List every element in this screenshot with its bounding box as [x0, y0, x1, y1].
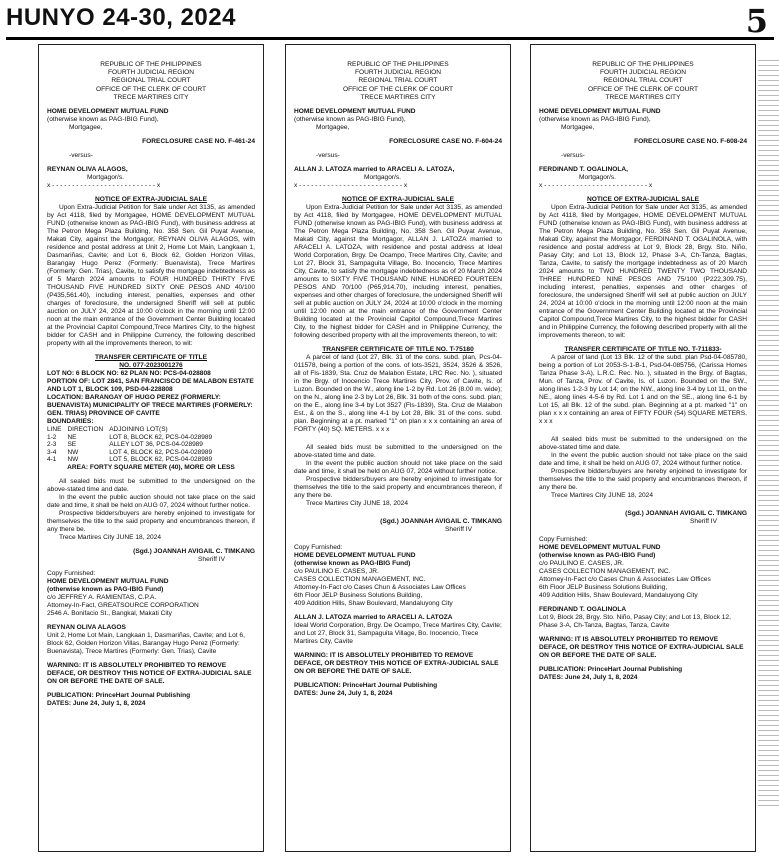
mortgagor-role: Mortgagor/s.: [364, 174, 402, 182]
edge-line: [758, 700, 779, 701]
cf-line: HOME DEVELOPMENT MUTUAL FUND: [539, 544, 661, 552]
table-row: [47, 449, 218, 457]
edge-line: [758, 330, 779, 331]
court-line: TRECE MARTIRES CITY: [605, 93, 681, 101]
edge-line: [758, 470, 779, 471]
edge-line: [758, 210, 779, 211]
court-line: FOURTH JUDICIAL REGION: [107, 69, 195, 77]
court-line: REPUBLIC OF THE PHILIPPINES: [347, 61, 449, 68]
edge-line: [758, 605, 779, 606]
edge-line: [758, 190, 779, 191]
versus: -versus-: [69, 152, 93, 160]
separator: x - - - - - - - - - - - - - - - - - - - - - - - - - - x: [539, 182, 653, 190]
edge-line: [758, 785, 779, 786]
edge-line: [758, 685, 779, 686]
edge-line: [758, 200, 779, 201]
mortgagee-aka: (otherwise known as PAG-IBIG Fund),: [47, 116, 159, 124]
area-line: AREA: FORTY SQUARE METER (40), MORE OR LESS: [67, 463, 235, 471]
edge-line: [758, 410, 779, 411]
table-row: [47, 441, 218, 449]
warning: WARNING: IT IS ABSOLUTELY PROHIBITED TO REMOVE DEFACE, OR DESTROY THIS NOTICE OF EXTRA-JUDICIAL SALE ON OR BEFORE THE DATE OF SALE.: [539, 636, 744, 660]
edge-line: [758, 280, 779, 281]
edge-line: [758, 305, 779, 306]
cf-line: c/o JEFFREY A. RAMIENTAS, C.P.A.: [47, 593, 157, 601]
edge-line: [758, 575, 779, 576]
page-number: 5: [745, 2, 768, 40]
edge-line: [758, 490, 779, 491]
edge-line: [758, 665, 779, 666]
column-header: ADJOINING LOT(S): [109, 426, 168, 434]
court-line: TRECE MARTIRES CITY: [360, 93, 436, 101]
edge-line: [758, 380, 779, 381]
cf-line: Attorney-In-Fact, GREATSOURCE CORPORATION: [47, 601, 199, 609]
cf-line: c/o PAULINO E. CASES, JR.: [539, 560, 624, 568]
edge-line: [758, 695, 779, 696]
publication: PUBLICATION: PrinceHart Journal Publishing: [47, 691, 191, 699]
edge-line: [758, 125, 779, 126]
prospective-bidders: Prospective bidders/buyers are hereby enjoined to investigate for themselves the title to the said property and encumbrances thereon, if any there be.: [294, 476, 502, 500]
case-number: FORECLOSURE CASE NO. F-608-24: [634, 138, 747, 146]
case-number: FORECLOSURE CASE NO. F-604-24: [389, 138, 502, 146]
court-header: [294, 61, 502, 102]
cf-line: HOME DEVELOPMENT MUTUAL FUND: [47, 577, 169, 585]
court-header: [539, 61, 747, 102]
tct-title: TRANSFER CERTIFICATE OF TITLE NO. T-711833-: [564, 346, 722, 354]
publication-dates: DATES: June 24, July 1, 8, 2024: [294, 690, 393, 698]
lot-line: LOT NO: 6 BLOCK NO: 62 PLAN NO: PCS-04-028808: [47, 370, 211, 378]
edge-line: [758, 405, 779, 406]
edge-line: [758, 315, 779, 316]
edge-line: [758, 120, 779, 121]
edge-line: [758, 720, 779, 721]
mortgagor-name: FERDINAND T. OGALINOLA,: [539, 166, 629, 174]
table-cell: NW: [67, 448, 79, 456]
cf-line: 409 Addition Hills, Shaw Boulevard, Mandaluyong City: [539, 592, 698, 600]
versus: -versus-: [561, 152, 585, 160]
court-line: OFFICE OF THE CLERK OF COURT: [95, 85, 207, 93]
adjacent-page-edge: [758, 60, 779, 860]
edge-line: [758, 85, 779, 86]
location-line: LOCATION: BARANGAY OF HUGO PEREZ (FORMERLY: BUENAVISTA) MUNICIPALITY OF TRECE MARTIRES (FORMERLY: GEN. TRIAS) PROVINCE OF CAVITE: [47, 394, 253, 418]
edge-line: [758, 285, 779, 286]
court-line: REPUBLIC OF THE PHILIPPINES: [592, 61, 694, 68]
masthead: [6, 2, 774, 40]
notice-body: Upon Extra-Judicial Petition for Sale under Act 3135, as amended by Act 4118, filed by Mortgagee, HOME DEVELOPMENT MUTUAL FUND (otherwise known as PAG-IBIG Fund), with business address at The Petron Mega Plaza Building, No. 358 Sen. Gil Puyat Avenue, Makati City, against the Mortgagor, FERDINAND T. OGALINOLA, with residence and postal address at Lot 9, Block 28, Brgy. Sto. Niño, Pasay City; and Lot 13, Block 12, Phase 3-A, Ch-Tanza, Bagtas, Tanza, Cavite, to satisfy the mortgage indebtedness as of 20 March 2024 amounts to TWO HUNDRED TWENTY TWO THOUSAND THREE HUNDRED NINE PESOS AND 75/100 (P222,309.75), including interest, penalties, expenses and other charges of foreclosure, the undersigned Sheriff will sell at public auction on JULY 24, 2024 at 10:00 o'clock in the morning until 12:00 noon at the main entrance of the Government Center Building located at the Provincial Capitol Compound,Trece Martires City, to the highest bidder for CASH and in Philippine Currency, the following described property with all the improvements thereon, to wit:: [539, 204, 747, 340]
edge-line: [758, 320, 779, 321]
separator: x - - - - - - - - - - - - - - - - - - - - - - - - - - x: [47, 182, 161, 190]
cf-line: CASES COLLECTION MANAGEMENT, INC.: [539, 568, 671, 576]
table-cell: LOT 5, BLOCK 62, PCS-04-028989: [109, 456, 213, 464]
table-cell: 4-1: [47, 456, 57, 464]
edge-line: [758, 520, 779, 521]
mortgagor-role: Mortgagor/s.: [87, 174, 125, 182]
edge-line: [758, 690, 779, 691]
edge-line: [758, 455, 779, 456]
edge-line: [758, 65, 779, 66]
tct-title: TRANSFER CERTIFICATE OF TITLE: [95, 354, 207, 362]
cf-line: 6th Floor JELP Business Solutions Building,: [539, 584, 668, 592]
table-header-row: [47, 426, 218, 434]
tct-description: A parcel of land (Lot 27, Blk. 31 of the cons. subd. plan, Pcs-04-011578, being a portion of the cons. of lots-3521, 3524, 3526 & 3526, all of Fls-1839, Sta. Cruz de Malabon Estate, LRC Rec. No. ), situated in the Brgy. of Inocencio Trece Martires City, Prov. of Cavite, Is. of Luzon. Bounded on the W., along line 1-2 by Rd. Lot 26 (8.00 m. wide); on the N., along line 2-3 by Lot 26, Blk. 31 both of the cons. subd. plan; on the E., along line 3-4 by Lot 3527 (Fls-1839), Sta. Cruz de Malabon Est., & on the S., along line 4-1 by Lot 28, Blk. 31 of the cons. subd. plan. Beginning at a pt. marked "1" on plan x x x containing an area of FORTY (40) SQ. METERS. x x x: [294, 354, 502, 434]
edge-line: [758, 290, 779, 291]
edge-line: [758, 325, 779, 326]
cf-line: c/o PAULINO E. CASES, JR.: [294, 568, 379, 576]
edge-line: [758, 220, 779, 221]
sheriff-title: Sheriff IV: [445, 526, 472, 534]
edge-line: [758, 205, 779, 206]
sealed-bids: All sealed bids must be submitted to the undersigned on the above-stated time and date.: [47, 477, 255, 493]
portion-line: PORTION OF: LOT 2841, SAN FRANCISCO DE MALABON ESTATE AND LOT 1, BLOCK 109, PSD-04-228808: [47, 378, 254, 394]
sealed-bids: All sealed bids must be submitted to the undersigned on the above-stated time and date.: [294, 444, 502, 460]
edge-line: [758, 710, 779, 711]
edge-line: [758, 600, 779, 601]
edge-line: [758, 735, 779, 736]
edge-line: [758, 540, 779, 541]
masthead-rule: [6, 37, 774, 40]
cf-line: CASES COLLECTION MANAGEMENT, INC.: [294, 576, 426, 584]
edge-line: [758, 485, 779, 486]
column-header: DIRECTION: [67, 426, 104, 434]
edge-line: [758, 100, 779, 101]
sheriff-signature: (Sgd.) JOANNAH AVIGAIL C. TIMKANG: [625, 510, 747, 518]
edge-line: [758, 670, 779, 671]
cf-line: (otherwise known as PAG-IBIG Fund): [294, 560, 411, 568]
postponement: In the event the public auction should not take place on the said date and time, it shall be held on AUG 07, 2024 without further notice.: [539, 452, 747, 468]
edge-line: [758, 590, 779, 591]
edge-line: [758, 425, 779, 426]
table-cell: SE: [67, 441, 77, 449]
notice-body: Upon Extra-Judicial Petition for Sale under Act 3135, as amended by Act 4118, filed by Mortgagee, HOME DEVELOPMENT MUTUAL FUND (otherwise known as PAG-IBIG Fund), with business address at The Petron Mega Plaza Building, No. 358 Sen. Gil Puyat Avenue, Makati City, against the Mortgagor, REYNAN OLIVA ALAGOS, with residence and postal address at Unit 2, Home Lot Main, Langkaan 1, Dasmariñas, Cavite; and Lot 6, Block 62, Golden Horizon Villas, Barangay Hugo Perez (Formerly: Buenavista), Trece Martires (Formerly: Gen. Trias), Cavite, to satisfy the mortgage indebtedness as of 5 March 2024 amounts to FOUR HUNDRED THIRTY FIVE THOUSAND FIVE HUNDRED SIXTY ONE PESOS AND 40/100 (P435,561.40), including interest, penalties, expenses and other charges of foreclosure, the undersigned Sheriff will sell at public auction on JULY 24, 2024 at 10:00 o'clock in the morning until 12:00 noon at the main entrance of the Government Center Building located at the Provincial Capitol Compound,Trece Martires City, to the highest bidder for CASH and in Philippine Currency, the following described property with all the improvements thereon, to wit:: [47, 204, 255, 348]
copy-furnished: Copy Furnished:: [47, 569, 96, 577]
mortgagee-name: HOME DEVELOPMENT MUTUAL FUND: [539, 108, 661, 116]
edge-line: [758, 225, 779, 226]
edge-line: [758, 655, 779, 656]
edge-line: [758, 515, 779, 516]
court-line: FOURTH JUDICIAL REGION: [354, 69, 442, 77]
edge-line: [758, 415, 779, 416]
edge-line: [758, 350, 779, 351]
boundaries-table: [47, 426, 218, 464]
edge-line: [758, 645, 779, 646]
edge-line: [758, 70, 779, 71]
sheriff-signature: (Sgd.) JOANNAH AVIGAIL C. TIMKANG: [133, 547, 255, 555]
sheriff-signature: (Sgd.) JOANNAH AVIGAIL C. TIMKANG: [380, 518, 502, 526]
table-cell: 2-3: [47, 441, 57, 449]
court-line: TRECE MARTIRES CITY: [113, 93, 189, 101]
court-line: REPUBLIC OF THE PHILIPPINES: [100, 61, 202, 68]
edge-line: [758, 145, 779, 146]
table-cell: 1-2: [47, 433, 57, 441]
debtor-name: ALLAN J. LATOZA married to ARACELI A. LATOZA: [294, 614, 453, 622]
edge-line: [758, 555, 779, 556]
edge-line: [758, 300, 779, 301]
mortgagee-role: Mortgagee,: [316, 124, 350, 132]
court-line: REGIONAL TRIAL COURT: [358, 77, 438, 85]
cf-line: 6th Floor JELP Business Solutions Building,: [294, 592, 423, 600]
edge-line: [758, 535, 779, 536]
edge-line: [758, 625, 779, 626]
separator: x - - - - - - - - - - - - - - - - - - - - - - - - - - x: [294, 182, 408, 190]
warning: WARNING: IT IS ABSOLUTELY PROHIBITED TO REMOVE DEFACE, OR DESTROY THIS NOTICE OF EXTRA-JUDICIAL SALE ON OR BEFORE THE DATE OF SALE.: [47, 661, 252, 685]
table-cell: NW: [67, 456, 79, 464]
edge-line: [758, 465, 779, 466]
mortgagee-aka: (otherwise known as PAG-IBIG Fund),: [294, 116, 406, 124]
notice-column-1: [38, 44, 264, 852]
publication-dates: DATES: June 24, July 1, 8, 2024: [539, 674, 638, 682]
edge-line: [758, 755, 779, 756]
edge-line: [758, 175, 779, 176]
court-line: OFFICE OF THE CLERK OF COURT: [587, 85, 699, 93]
sheriff-title: Sheriff IV: [198, 555, 225, 563]
edge-line: [758, 630, 779, 631]
edge-line: [758, 165, 779, 166]
edge-line: [758, 195, 779, 196]
boundaries-label: BOUNDARIES:: [47, 418, 94, 426]
tct-number: NO. 077-2023001276: [119, 362, 183, 370]
edge-line: [758, 390, 779, 391]
edge-line: [758, 545, 779, 546]
edge-line: [758, 500, 779, 501]
debtor-address: Lot 9, Block 28, Brgy. Sto. Niño, Pasay City; and Lot 13, Block 12, Phase 3-A, Ch-Tanza, Bagtas, Tanza, Cavite: [539, 614, 731, 630]
tct-description: A parcel of land (Lot 13 Blk. 12 of the subd. plan Psd-04-085780, being a portion of Lot 2053-S-1-B-1, Psd-04-085756, (Carissa Homes Tanza Phase 3-A), L.R.C. Rec. No. ), situated in the Brgy. of Bagtas, Mun. of Tanza, Prov. of Cavite, Is. of Luzon. Bounded on the SW., along lines 1-2-3 by Lot 14; on the NW., along line 3-4 by Lot 11, on the NE., along lines 4-5-6 by Rd. Lot 1 and on the SE., along line 6-1 by Lot 15, all Blk. 12 of the subd. plan. Beginning at a pt. marked "1" on plan x x x containing an area of FIFTY FOUR (54) SQUARE METERS. x x x: [539, 354, 747, 426]
edge-line: [758, 155, 779, 156]
edge-line: [758, 800, 779, 801]
edge-line: [758, 805, 779, 806]
court-line: FOURTH JUDICIAL REGION: [599, 69, 687, 77]
edge-line: [758, 215, 779, 216]
sealed-bids: All sealed bids must be submitted to the undersigned on the above-stated time and date.: [539, 436, 747, 452]
edge-line: [758, 135, 779, 136]
warning: WARNING: IT IS ABSOLUTELY PROHIBITED TO REMOVE DEFACE, OR DESTROY THIS NOTICE OF EXTRA-JUDICIAL SALE ON OR BEFORE THE DATE OF SALE.: [294, 652, 499, 676]
edge-line: [758, 115, 779, 116]
edge-line: [758, 790, 779, 791]
edge-line: [758, 705, 779, 706]
edge-line: [758, 270, 779, 271]
notice-column-3: [530, 44, 756, 852]
copy-furnished: Copy Furnished:: [294, 544, 343, 552]
edge-line: [758, 595, 779, 596]
edge-line: [758, 550, 779, 551]
edge-line: [758, 445, 779, 446]
table-cell: LOT 4, BLOCK 62, PCS-04-028989: [109, 448, 213, 456]
edge-line: [758, 160, 779, 161]
edge-line: [758, 660, 779, 661]
edge-line: [758, 505, 779, 506]
edge-line: [758, 245, 779, 246]
cf-line: Attorney-In-Fact c/o Cases Chun & Associates Law Offices: [539, 576, 711, 584]
edge-line: [758, 530, 779, 531]
prospective-bidders: Prospective bidders/buyers are hereby enjoined to investigate for themselves the title to the said property and encumbrances thereon, if any there be.: [539, 468, 747, 492]
table-cell: LOT 8, BLOCK 62, PCS-04-028989: [109, 433, 213, 441]
cf-line: (otherwise known as PAG-IBIG Fund): [539, 552, 656, 560]
edge-line: [758, 80, 779, 81]
edge-line: [758, 480, 779, 481]
edge-line: [758, 675, 779, 676]
edge-line: [758, 310, 779, 311]
edge-line: [758, 620, 779, 621]
table-cell: NE: [67, 433, 77, 441]
edge-line: [758, 75, 779, 76]
edge-line: [758, 765, 779, 766]
edge-line: [758, 635, 779, 636]
notice-column-2: [285, 44, 511, 852]
mortgagee-name: HOME DEVELOPMENT MUTUAL FUND: [47, 108, 169, 116]
edge-line: [758, 565, 779, 566]
edge-line: [758, 570, 779, 571]
edge-line: [758, 795, 779, 796]
edge-line: [758, 250, 779, 251]
edge-line: [758, 90, 779, 91]
edge-line: [758, 420, 779, 421]
edge-line: [758, 495, 779, 496]
edge-line: [758, 640, 779, 641]
column-header: LINE: [47, 426, 62, 434]
edge-line: [758, 385, 779, 386]
notice-title: NOTICE OF EXTRA-JUDICIAL SALE: [95, 196, 207, 204]
edge-line: [758, 230, 779, 231]
mortgagee-name: HOME DEVELOPMENT MUTUAL FUND: [294, 108, 416, 116]
tct-title: TRANSFER CERTIFICATE OF TITLE NO. T-75180: [322, 346, 474, 354]
court-header: [47, 61, 255, 102]
notice-title: NOTICE OF EXTRA-JUDICIAL SALE: [587, 196, 699, 204]
edge-line: [758, 610, 779, 611]
edge-line: [758, 355, 779, 356]
edge-line: [758, 110, 779, 111]
dateline: Trece Martires City JUNE 18, 2024: [551, 492, 653, 500]
edge-line: [758, 60, 779, 61]
notice-title: NOTICE OF EXTRA-JUDICIAL SALE: [342, 196, 454, 204]
edge-line: [758, 345, 779, 346]
edge-line: [758, 715, 779, 716]
postponement: In the event the public auction should not take place on the said date and time, it shall be held on AUG 07, 2024 without further notice.: [294, 460, 502, 476]
publication: PUBLICATION: PrinceHart Journal Publishing: [294, 682, 438, 690]
cf-line: HOME DEVELOPMENT MUTUAL FUND: [294, 552, 416, 560]
edge-line: [758, 775, 779, 776]
prospective-bidders: Prospective bidders/buyers are hereby enjoined to investigate for themselves the title to the said property and encumbrances thereon, if any there be.: [47, 509, 255, 533]
edge-line: [758, 400, 779, 401]
mortgagee-role: Mortgagee,: [69, 124, 103, 132]
edge-line: [758, 560, 779, 561]
edge-line: [758, 780, 779, 781]
edge-line: [758, 150, 779, 151]
versus: -versus-: [316, 152, 340, 160]
edge-line: [758, 260, 779, 261]
edge-line: [758, 275, 779, 276]
edge-line: [758, 95, 779, 96]
edge-line: [758, 360, 779, 361]
table-cell: 3-4: [47, 448, 57, 456]
cf-line: 409 Addition Hills, Shaw Boulevard, Mandaluyong City: [294, 600, 453, 608]
table-row: [47, 456, 218, 464]
edge-line: [758, 265, 779, 266]
edge-line: [758, 235, 779, 236]
postponement: In the event the public auction should not take place on the said date and time, it shall be held on AUG 07, 2024 without further notice.: [47, 493, 255, 509]
debtor-name: FERDINAND T. OGALINOLA: [539, 606, 627, 614]
edge-line: [758, 510, 779, 511]
cf-line: Attorney-In-Fact c/o Cases Chun & Associates Law Offices: [294, 584, 466, 592]
edge-line: [758, 170, 779, 171]
edge-line: [758, 255, 779, 256]
edge-line: [758, 240, 779, 241]
edge-line: [758, 750, 779, 751]
debtor-address: Ideal World Corporation, Brgy. De Ocampo, Trece Martires City, Cavite; and Lot 27, Block 31, Sampaguita Village, Bo. Inocencio, Trece Martires City, Cavite: [294, 622, 502, 646]
edge-line: [758, 460, 779, 461]
edge-line: [758, 335, 779, 336]
court-line: OFFICE OF THE CLERK OF COURT: [342, 85, 454, 93]
dateline: Trece Martires City JUNE 18, 2024: [306, 500, 408, 508]
edge-line: [758, 650, 779, 651]
cf-line: (otherwise known as PAG-IBIG Fund): [47, 585, 164, 593]
edge-line: [758, 580, 779, 581]
debtor-name: REYNAN OLIVA ALAGOS: [47, 623, 126, 631]
edge-line: [758, 180, 779, 181]
edge-line: [758, 185, 779, 186]
edge-line: [758, 725, 779, 726]
edge-line: [758, 740, 779, 741]
mortgagee-aka: (otherwise known as PAG-IBIG Fund),: [539, 116, 651, 124]
edge-line: [758, 435, 779, 436]
notice-body: Upon Extra-Judicial Petition for Sale under Act 3135, as amended by Act 4118, filed by Mortgagee, HOME DEVELOPMENT MUTUAL FUND (otherwise known as PAG-IBIG Fund), with business address at The Petron Mega Plaza Building, No. 358 Sen. Gil Puyat Avenue, Makati City, against the Mortgagor, ALLAN J. LATOZA married to ARACELI A. LATOZA, with residence and postal address at Ideal World Corporation, Brgy. De Ocampo, Trece Martires City, Cavite; and Lot 27, Block 31, Sampaguita Village, Bo. Inocencio, Trece Martires City, Cavite, to satisfy the mortgage indebtedness as of 20 March 2024 amounts to SIXTY FIVE THOUSAND NINE HUNDRED FOURTEEN PESOS AND 70/100 (P65,914.70), including interest, penalties, expenses and other charges of foreclosure, the undersigned Sheriff will sell at public auction on JULY 24, 2024 at 10:00 o'clock in the morning until 12:00 noon at the main entrance of the Government Center Building located at the Provincial Capitol Compound,Trece Martires City, to the highest bidder for CASH and in Philippine Currency, the following described property with all the improvements thereon, to wit:: [294, 204, 502, 340]
edge-line: [758, 770, 779, 771]
edge-line: [758, 340, 779, 341]
edge-line: [758, 105, 779, 106]
edge-line: [758, 745, 779, 746]
edge-line: [758, 680, 779, 681]
court-line: REGIONAL TRIAL COURT: [111, 77, 191, 85]
edge-line: [758, 615, 779, 616]
cf-line: 2546 A. Bonifacio St., Bangkal, Makati City: [47, 609, 172, 617]
case-number: FORECLOSURE CASE NO. F-461-24: [142, 138, 255, 146]
mortgagor-name: ALLAN J. LATOZA married to ARACELI A. LATOZA,: [294, 166, 455, 174]
mortgagee-role: Mortgagee,: [561, 124, 595, 132]
edge-line: [758, 525, 779, 526]
mortgagor-role: Mortgagor/s.: [579, 174, 617, 182]
sheriff-title: Sheriff IV: [690, 518, 717, 526]
copy-furnished: Copy Furnished:: [539, 536, 588, 544]
edge-line: [758, 365, 779, 366]
edge-line: [758, 760, 779, 761]
dateline: Trece Martires City JUNE 18, 2024: [59, 533, 161, 541]
edge-line: [758, 440, 779, 441]
edge-line: [758, 140, 779, 141]
edge-line: [758, 375, 779, 376]
edge-line: [758, 295, 779, 296]
court-line: REGIONAL TRIAL COURT: [603, 77, 683, 85]
edge-line: [758, 370, 779, 371]
edge-line: [758, 585, 779, 586]
table-cell: ALLEY LOT 36, PCS-04-028989: [109, 441, 203, 449]
edge-line: [758, 730, 779, 731]
edge-line: [758, 395, 779, 396]
table-row: [47, 434, 218, 442]
edge-line: [758, 130, 779, 131]
publication: PUBLICATION: PrinceHart Journal Publishing: [539, 666, 683, 674]
edge-line: [758, 450, 779, 451]
mortgagor-name: REYNAN OLIVA ALAGOS,: [47, 166, 128, 174]
publication-dates: DATES: June 24, July 1, 8, 2024: [47, 699, 146, 707]
edge-line: [758, 475, 779, 476]
issue-date: HUNYO 24-30, 2024: [6, 4, 236, 31]
debtor-address: Unit 2, Home Lot Main, Langkaan 1, Dasmariñas, Cavite; and Lot 6, Block 62, Golden Horizon Villas, Barangay Hugo Perez (Formerly: Buenavista), Trece Martires (Formerly: Gen. Trias), Cavite: [47, 631, 245, 655]
edge-line: [758, 430, 779, 431]
